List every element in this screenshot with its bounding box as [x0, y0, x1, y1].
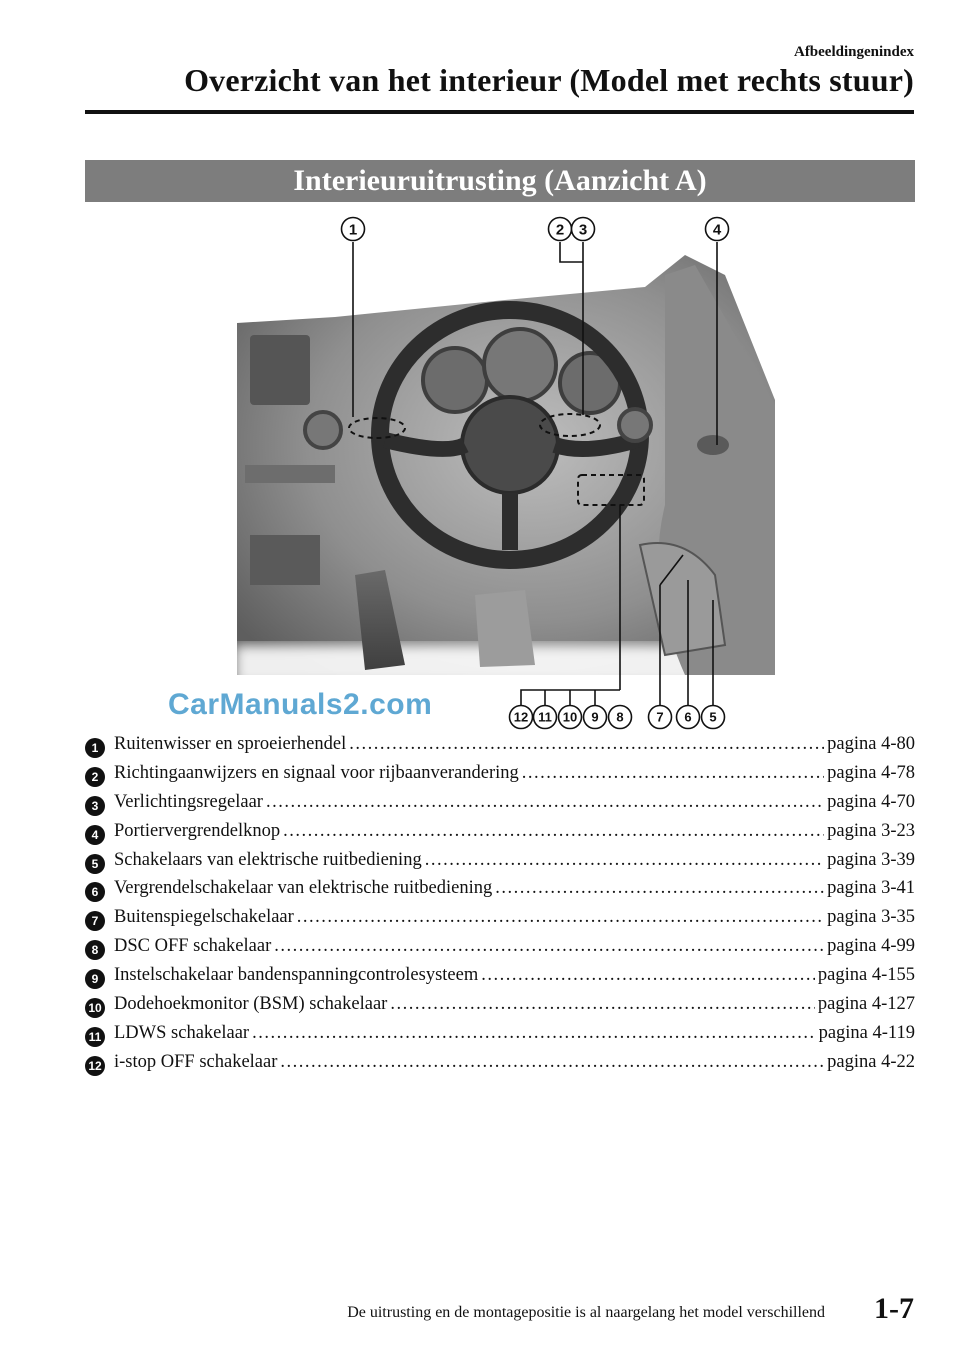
callout-1 [342, 218, 365, 241]
legend-page-ref: pagina 4-80 [827, 734, 915, 754]
legend-item [85, 1052, 915, 1081]
door-lock-knob [697, 435, 729, 455]
leader-dots [280, 1052, 824, 1073]
legend-number: 1 [85, 738, 105, 758]
legend-number: 9 [85, 969, 105, 989]
legend-item [85, 994, 915, 1023]
center-display [250, 335, 310, 405]
leader-dots [297, 907, 824, 928]
legend-number: 8 [85, 940, 105, 960]
svg-text:8: 8 [616, 709, 624, 725]
legend-item [85, 763, 915, 792]
legend-label: Ruitenwisser en sproeierhendel [114, 734, 347, 754]
callout-6 [677, 706, 700, 729]
leader-dots [283, 821, 824, 842]
legend-page-ref: pagina 3-39 [827, 849, 915, 870]
svg-text:7: 7 [656, 709, 664, 725]
leader-dots [274, 936, 824, 957]
legend-page-ref: pagina 4-22 [827, 1051, 915, 1072]
callout-10 [559, 706, 582, 729]
leader-dots [252, 1023, 815, 1044]
left-vent [305, 412, 341, 448]
legend-page-ref: pagina 3-41 [827, 878, 915, 899]
legend-label: Portiervergrendelknop [114, 820, 281, 841]
legend-number: 10 [85, 998, 105, 1018]
leader-dots [266, 792, 824, 813]
legend-label: Schakelaars van elektrische ruitbediening [114, 849, 422, 870]
legend-item [85, 734, 915, 763]
legend-item [85, 821, 915, 850]
leader-dots [522, 763, 824, 784]
legend-number: 5 [85, 854, 105, 874]
callout-7 [649, 706, 672, 729]
dashboard-drawing [85, 205, 915, 735]
legend-label: Vergrendelschakelaar van elektrische ruitbediening [114, 878, 493, 899]
legend-page-ref: pagina 3-23 [827, 820, 915, 841]
callout-9 [584, 706, 607, 729]
switch-panel [250, 535, 320, 585]
page-title: Overzicht van het interieur (Model met rechts stuur) [184, 62, 914, 98]
legend-item [85, 792, 915, 821]
footer-disclaimer: De uitrusting en de montagepositie is al naargelang het model verschillend [347, 1304, 825, 1321]
legend-page-ref: pagina 4-70 [827, 791, 915, 812]
svg-text:10: 10 [562, 709, 578, 725]
legend-page-ref: pagina 4-119 [818, 1022, 915, 1043]
svg-text:5: 5 [709, 709, 717, 725]
svg-text:1: 1 [348, 221, 358, 239]
legend-number: 11 [85, 1027, 105, 1047]
legend-number: 3 [85, 796, 105, 816]
legend-label: Verlichtingsregelaar [114, 791, 263, 812]
pedal-area [475, 590, 535, 667]
section-heading-text: Interieuruitrusting (Aanzicht A) [293, 164, 707, 197]
legend-item [85, 850, 915, 879]
legend-label: LDWS schakelaar [114, 1022, 250, 1043]
steering-hub [462, 397, 558, 493]
svg-text:3: 3 [578, 221, 588, 239]
legend-page-ref: pagina 4-78 [827, 762, 915, 783]
svg-text:6: 6 [684, 709, 692, 725]
section-heading [85, 160, 915, 202]
gauge-left [423, 348, 487, 412]
header-divider [85, 110, 914, 114]
page-number: 1-7 [874, 1292, 914, 1325]
leader-dots [481, 965, 815, 986]
legend-item [85, 1023, 915, 1052]
leader-dots [425, 850, 824, 871]
callout-8 [609, 706, 632, 729]
legend-item [85, 936, 915, 965]
legend-item [85, 878, 915, 907]
legend-number: 2 [85, 767, 105, 787]
legend-label: Dodehoekmonitor (BSM) schakelaar [114, 994, 388, 1015]
gauge-center [484, 329, 556, 401]
legend-page-ref: pagina 4-155 [817, 965, 915, 986]
console-panel [245, 465, 335, 483]
legend-label: DSC OFF schakelaar [114, 936, 272, 957]
legend-item [85, 965, 915, 994]
leader-dots [390, 994, 815, 1015]
legend-label: i-stop OFF schakelaar [114, 1051, 278, 1072]
leader-dots [349, 734, 824, 755]
legend-page-ref: pagina 4-127 [817, 994, 915, 1015]
legend-label: Instelschakelaar bandenspanningcontrolesysteem [114, 965, 479, 986]
svg-text:12: 12 [513, 709, 529, 725]
legend-label: Buitenspiegelschakelaar [114, 907, 294, 928]
callout-2 [549, 218, 572, 241]
svg-text:2: 2 [555, 221, 565, 239]
callout-3 [572, 218, 595, 241]
callout-5 [702, 706, 725, 729]
chapter-label: Afbeeldingenindex [793, 44, 914, 60]
interior-illustration [85, 205, 915, 735]
svg-text:9: 9 [591, 709, 599, 725]
legend-item [85, 907, 915, 936]
callout-4 [706, 218, 729, 241]
legend-number: 12 [85, 1056, 105, 1076]
callout-12 [510, 706, 533, 729]
watermark-logo: CarManuals2.com [168, 688, 433, 721]
svg-text:11: 11 [538, 709, 552, 725]
legend-number: 7 [85, 911, 105, 931]
legend-label: Richtingaanwijzers en signaal voor rijbaanverandering [114, 762, 519, 783]
callout-11 [534, 706, 557, 729]
legend-number: 6 [85, 882, 105, 902]
leader-dots [495, 878, 824, 899]
svg-text:4: 4 [712, 221, 722, 239]
legend-list [85, 734, 915, 1081]
legend-number: 4 [85, 825, 105, 845]
legend-page-ref: pagina 4-99 [827, 936, 915, 957]
right-vent [619, 409, 651, 441]
legend-page-ref: pagina 3-35 [827, 907, 915, 928]
